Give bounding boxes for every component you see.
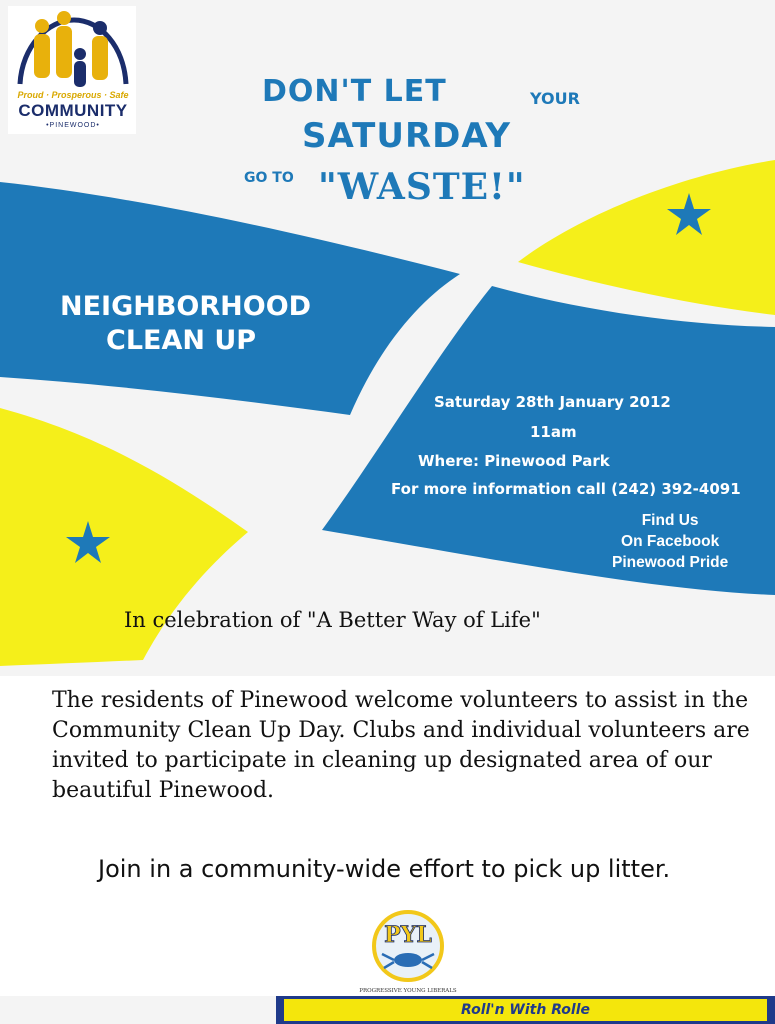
event-title: [60, 290, 311, 358]
headline-goto: GO TO: [244, 170, 294, 186]
event-date: Saturday 28th January 2012: [434, 393, 671, 411]
community-logo: [8, 6, 136, 134]
logo-name: COMMUNITY: [18, 101, 128, 120]
facebook-info: [612, 510, 728, 573]
pyl-crab-logo-icon: [318, 904, 498, 996]
logo-subtitle: •PINEWOOD•: [46, 122, 100, 129]
pyl-logo: [318, 904, 498, 996]
event-time: 11am: [530, 423, 577, 441]
facebook-line3: Pinewood Pride: [612, 554, 729, 571]
headline-waste: "WASTE!": [318, 166, 526, 208]
event-contact: For more information call (242) 392-4091: [391, 480, 741, 498]
celebration-text: In celebration of "A Better Way of Life": [124, 608, 541, 632]
event-title-line2: CLEAN UP: [106, 325, 257, 356]
footer-banner: [276, 996, 775, 1024]
logo-tagline: Proud · Prosperous · Safe: [17, 90, 129, 100]
event-location: Where: Pinewood Park: [418, 452, 610, 470]
headline-line2: SATURDAY: [302, 116, 512, 156]
pyl-letters: PYL: [384, 922, 432, 948]
pyl-caption: PROGRESSIVE YOUNG LIBERALS: [359, 988, 457, 994]
footer-inner: [284, 999, 767, 1021]
footer-slogan: Roll'n With Rolle: [461, 1002, 590, 1018]
event-title-line1: NEIGHBORHOOD: [60, 291, 312, 322]
facebook-line2: On Facebook: [621, 533, 720, 550]
headline-your: YOUR: [530, 89, 580, 108]
join-text: Join in a community-wide effort to pick up litter.: [98, 855, 671, 883]
description-paragraph: The residents of Pinewood welcome volunteers to assist in the Community Clean Up Day. Clubs and individual volunteers are invited to participate in cleaning up designated area of our beautiful Pinewood.: [52, 688, 750, 803]
facebook-line1: Find Us: [641, 512, 699, 529]
headline-line1: DON'T LET: [262, 74, 447, 109]
yellow-wedge-top-right: [518, 160, 775, 315]
